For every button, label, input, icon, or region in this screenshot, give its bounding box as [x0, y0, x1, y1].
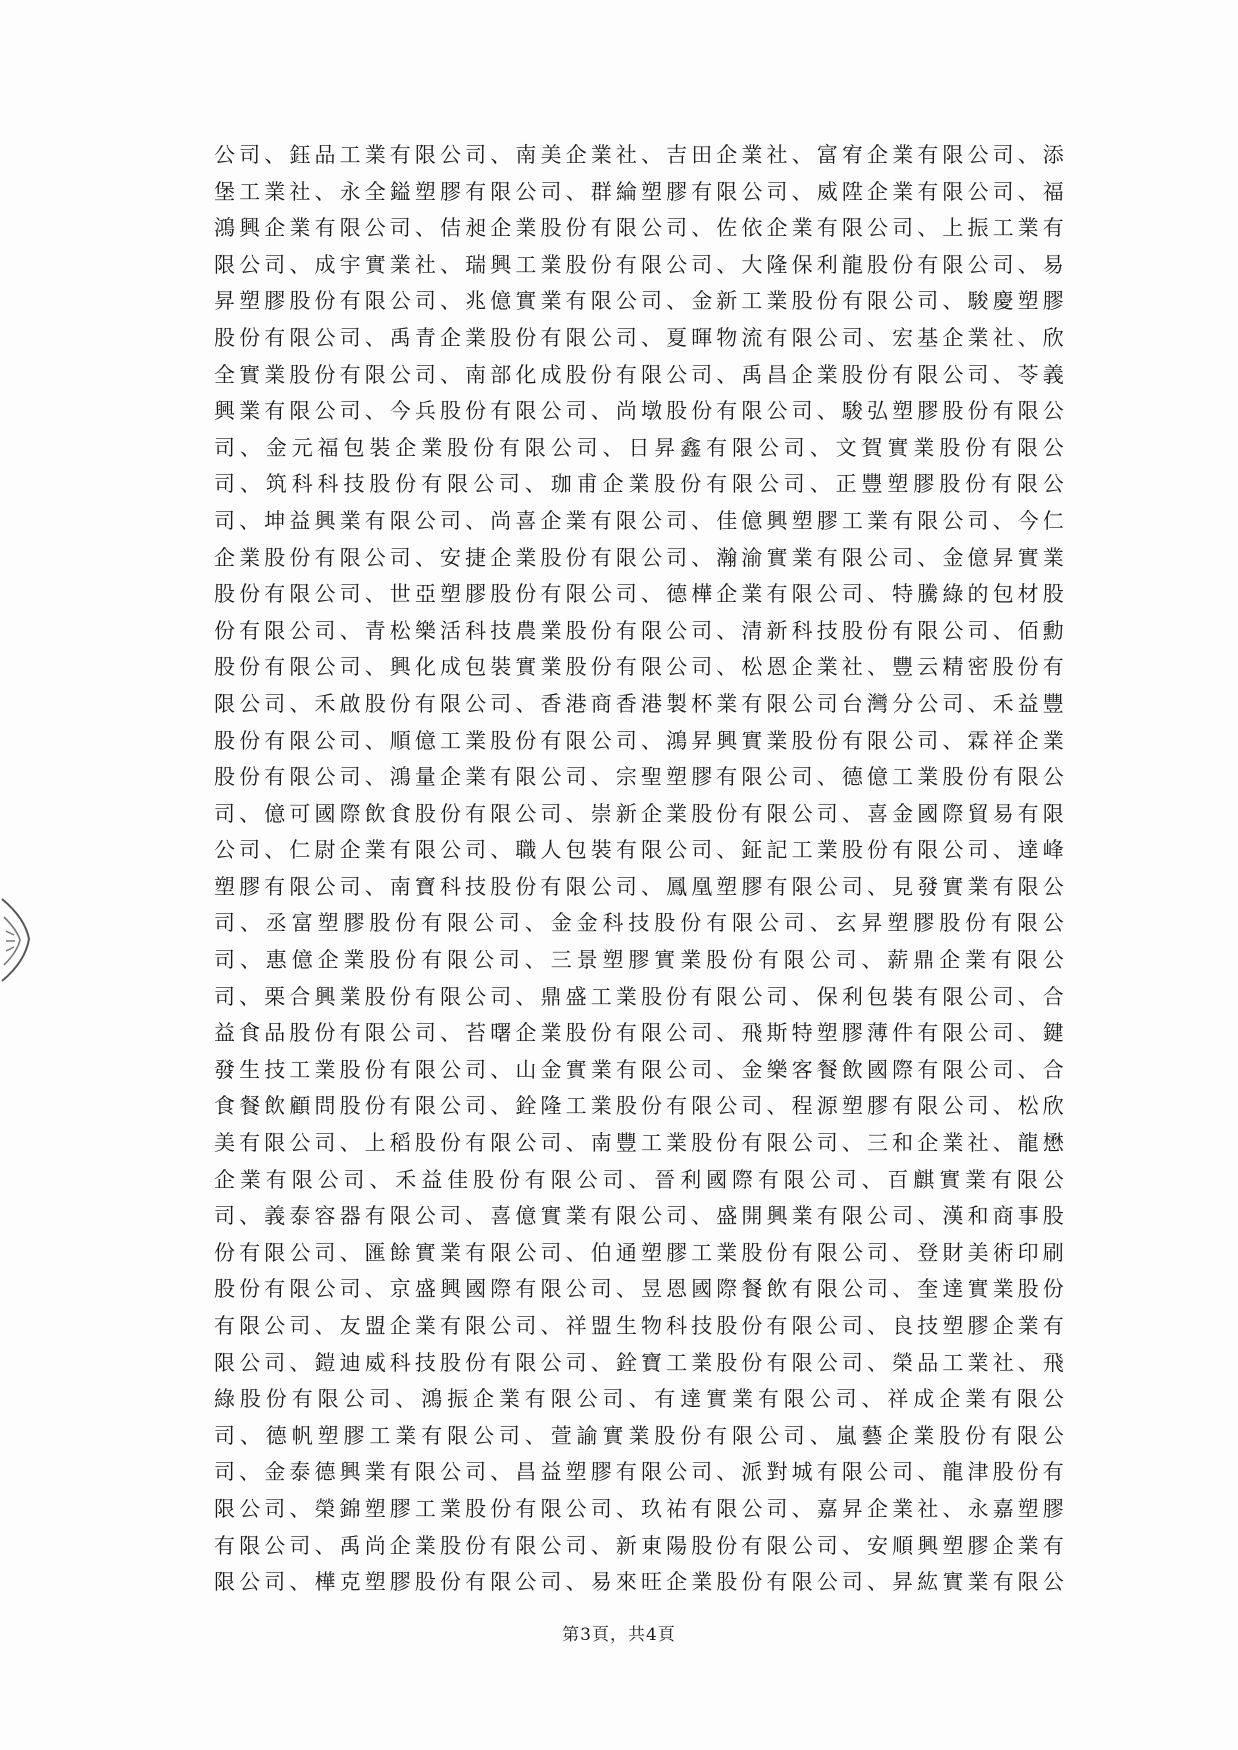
- text-line: 公司、鈺品工業有限公司、南美企業社、吉田企業社、富宥企業有限公司、添: [214, 143, 1066, 167]
- text-line: 有限公司、友盟企業有限公司、祥盟生物科技股份有限公司、良技塑膠企業有: [214, 1314, 1066, 1338]
- text-line: 興業有限公司、今兵股份有限公司、尚墩股份有限公司、駿弘塑膠股份有限公: [214, 399, 1066, 424]
- text-line: 股份有限公司、禹青企業股份有限公司、夏暉物流有限公司、宏基企業社、欣: [214, 325, 1066, 350]
- page-number-footer: 第3頁，共4頁: [562, 1625, 676, 1645]
- text-line: 限公司、鎧迪威科技股份有限公司、銓寶工業股份有限公司、榮品工業社、飛: [214, 1350, 1066, 1375]
- text-line: 有限公司、禹尚企業股份有限公司、新東陽股份有限公司、安順興塑膠企業有: [214, 1533, 1066, 1558]
- text-line: 份有限公司、匯餘實業有限公司、伯通塑膠工業股份有限公司、登財美術印刷: [214, 1240, 1066, 1265]
- text-line: 益食品股份有限公司、苔曙企業股份有限公司、飛斯特塑膠薄件有限公司、鍵: [214, 1021, 1066, 1046]
- text-line: 股份有限公司、興化成包裝實業股份有限公司、松恩企業社、豐云精密股份有: [214, 655, 1066, 680]
- text-line: 司、金元福包裝企業股份有限公司、日昇鑫有限公司、文賀實業股份有限公: [214, 435, 1066, 460]
- text-line: 美有限公司、上稻股份有限公司、南豐工業股份有限公司、三和企業社、龍懋: [214, 1131, 1066, 1156]
- text-line: 司、坤益興業有限公司、尚喜企業有限公司、佳億興塑膠工業有限公司、今仁: [214, 508, 1066, 533]
- text-line: 塑膠有限公司、南寶科技股份有限公司、鳳凰塑膠有限公司、見發實業有限公: [214, 874, 1066, 899]
- text-line: 份有限公司、青松樂活科技農業股份有限公司、清新科技股份有限公司、佰勳: [214, 618, 1066, 643]
- text-line: 企業有限公司、禾益佳股份有限公司、晉利國際有限公司、百麒實業有限公: [214, 1167, 1066, 1192]
- text-line: 限公司、榮錦塑膠工業股份有限公司、玖祐有限公司、嘉昇企業社、永嘉塑膠: [214, 1496, 1066, 1521]
- text-line: 股份有限公司、鴻量企業有限公司、宗聖塑膠有限公司、德億工業股份有限公: [214, 765, 1066, 790]
- text-line: 股份有限公司、世亞塑膠股份有限公司、德樺企業有限公司、特騰綠的包材股: [214, 582, 1066, 607]
- text-line: 限公司、樺克塑膠股份有限公司、易來旺企業股份有限公司、昇紘實業有限公: [214, 1570, 1066, 1595]
- text-line: 司、惠億企業股份有限公司、三景塑膠實業股份有限公司、薪鼎企業有限公: [214, 948, 1066, 973]
- text-line: 公司、仁尉企業有限公司、職人包裝有限公司、鉦記工業股份有限公司、達峰: [214, 838, 1066, 863]
- text-line: 發生技工業股份有限公司、山金實業有限公司、金樂客餐飲國際有限公司、合: [214, 1057, 1066, 1082]
- text-line: 司、億可國際飲食股份有限公司、崇新企業股份有限公司、喜金國際貿易有限: [214, 801, 1066, 826]
- text-line: 司、德帆塑膠工業有限公司、萱諭實業股份有限公司、嵐藝企業股份有限公: [214, 1423, 1066, 1448]
- text-line: 限公司、成宇實業社、瑞興工業股份有限公司、大隆保利龍股份有限公司、易: [214, 252, 1066, 277]
- text-line: 企業股份有限公司、安捷企業股份有限公司、瀚渝實業有限公司、金億昇實業: [214, 545, 1066, 570]
- text-line: 綠股份有限公司、鴻振企業有限公司、有達實業有限公司、祥成企業有限公: [214, 1387, 1066, 1412]
- text-line: 堡工業社、永全鎰塑膠有限公司、群綸塑膠有限公司、威陞企業有限公司、福: [214, 179, 1066, 204]
- text-line: 股份有限公司、順億工業股份有限公司、鴻昇興實業股份有限公司、霖祥企業: [214, 728, 1066, 753]
- text-line: 司、義泰容器有限公司、喜億實業有限公司、盛開興業有限公司、漢和商事股: [214, 1204, 1066, 1229]
- text-line: 昇塑膠股份有限公司、兆億實業有限公司、金新工業股份有限公司、駿慶塑膠: [214, 289, 1066, 314]
- text-line: 全實業股份有限公司、南部化成股份有限公司、禹昌企業股份有限公司、苓義: [214, 362, 1066, 387]
- text-line: 司、金泰德興業有限公司、昌益塑膠有限公司、派對城有限公司、龍津股份有: [214, 1460, 1066, 1485]
- text-line: 司、丞富塑膠股份有限公司、金金科技股份有限公司、玄昇塑膠股份有限公: [214, 911, 1066, 936]
- company-list-text: [214, 137, 1066, 1601]
- text-line: 股份有限公司、京盛興國際有限公司、昱恩國際餐飲有限公司、奎達實業股份: [214, 1277, 1066, 1302]
- text-line: 司、筑科科技股份有限公司、珈甫企業股份有限公司、正豐塑膠股份有限公: [214, 472, 1066, 497]
- text-line: 食餐飲顧問股份有限公司、銓隆工業股份有限公司、程源塑膠有限公司、松欣: [214, 1094, 1066, 1119]
- text-line: 限公司、禾啟股份有限公司、香港商香港製杯業有限公司台灣分公司、禾益豐: [214, 691, 1066, 716]
- seal-stamp-icon: [0, 895, 32, 985]
- text-line: 鴻興企業有限公司、佶昶企業股份有限公司、佐依企業有限公司、上振工業有: [214, 216, 1066, 241]
- text-line: 司、栗合興業股份有限公司、鼎盛工業股份有限公司、保利包裝有限公司、合: [214, 984, 1066, 1009]
